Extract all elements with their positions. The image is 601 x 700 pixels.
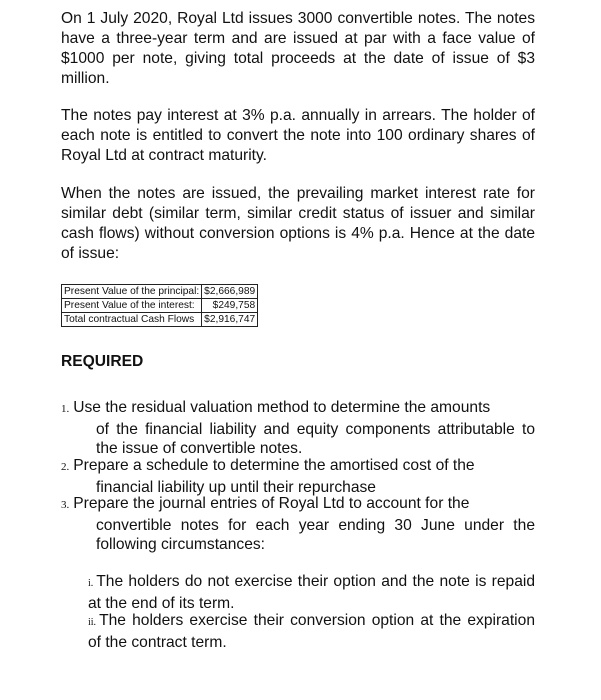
intro-paragraph-interest: The notes pay interest at 3% p.a. annually in arrears. The holder of each note is entitled to convert the note into 100 ordinary shares of Royal Ltd at contract maturity. (61, 107, 535, 164)
table-row (62, 285, 258, 299)
pv-interest-label: Present Value of the interest: (62, 299, 202, 313)
total-cash-flows-label: Total contractual Cash Flows (62, 313, 202, 327)
intro-paragraph-market-rate: When the notes are issued, the prevailing market interest rate for similar debt (similar term, similar credit status of issuer and similar cash flows) without conversion options is 4% p.a. Hence at the date of issue: (61, 185, 535, 262)
requirement-text-first: Use the residual valuation method to determine the amounts (73, 399, 491, 416)
required-heading: REQUIRED (61, 353, 144, 370)
sub-requirement-item (88, 572, 535, 613)
list-number: 3. (61, 499, 70, 511)
requirement-text-first: Prepare a schedule to determine the amortised cost of the (73, 457, 475, 474)
table-row (62, 299, 258, 313)
list-number: i. (88, 578, 94, 589)
pv-principal-label: Present Value of the principal: (62, 285, 202, 299)
requirement-text-rest: convertible notes for each year ending 30 June under the following circumstances: (96, 516, 535, 553)
requirement-item (61, 398, 535, 459)
requirement-item (61, 456, 535, 497)
sub-requirement-text: The holders exercise their conversion option at the expiration of the contract term. (88, 612, 535, 651)
requirement-text-first: Prepare the journal entries of Royal Ltd to account for the (73, 495, 470, 512)
list-number: ii. (88, 617, 97, 628)
intro-paragraph-issue: On 1 July 2020, Royal Ltd issues 3000 convertible notes. The notes have a three-year term and are issued at par with a face value of $1000 per note, giving total proceeds at the date of issue of $3 million. (61, 10, 535, 87)
table-row (62, 313, 258, 327)
requirement-item (61, 494, 535, 555)
pv-interest-value: $249,758 (202, 299, 258, 313)
requirement-text-rest: of the financial liability and equity components attributable to the issue of convertible notes. (96, 420, 535, 457)
present-value-table (61, 284, 258, 327)
sub-requirement-item (88, 611, 535, 652)
pv-principal-value: $2,666,989 (202, 285, 258, 299)
total-cash-flows-value: $2,916,747 (202, 313, 258, 327)
sub-requirement-text: The holders do not exercise their option and the note is repaid at the end of its term. (88, 573, 535, 612)
requirement-text-rest: financial liability up until their repurchase (96, 478, 376, 496)
list-number: 2. (61, 461, 70, 473)
list-number: 1. (61, 403, 70, 415)
